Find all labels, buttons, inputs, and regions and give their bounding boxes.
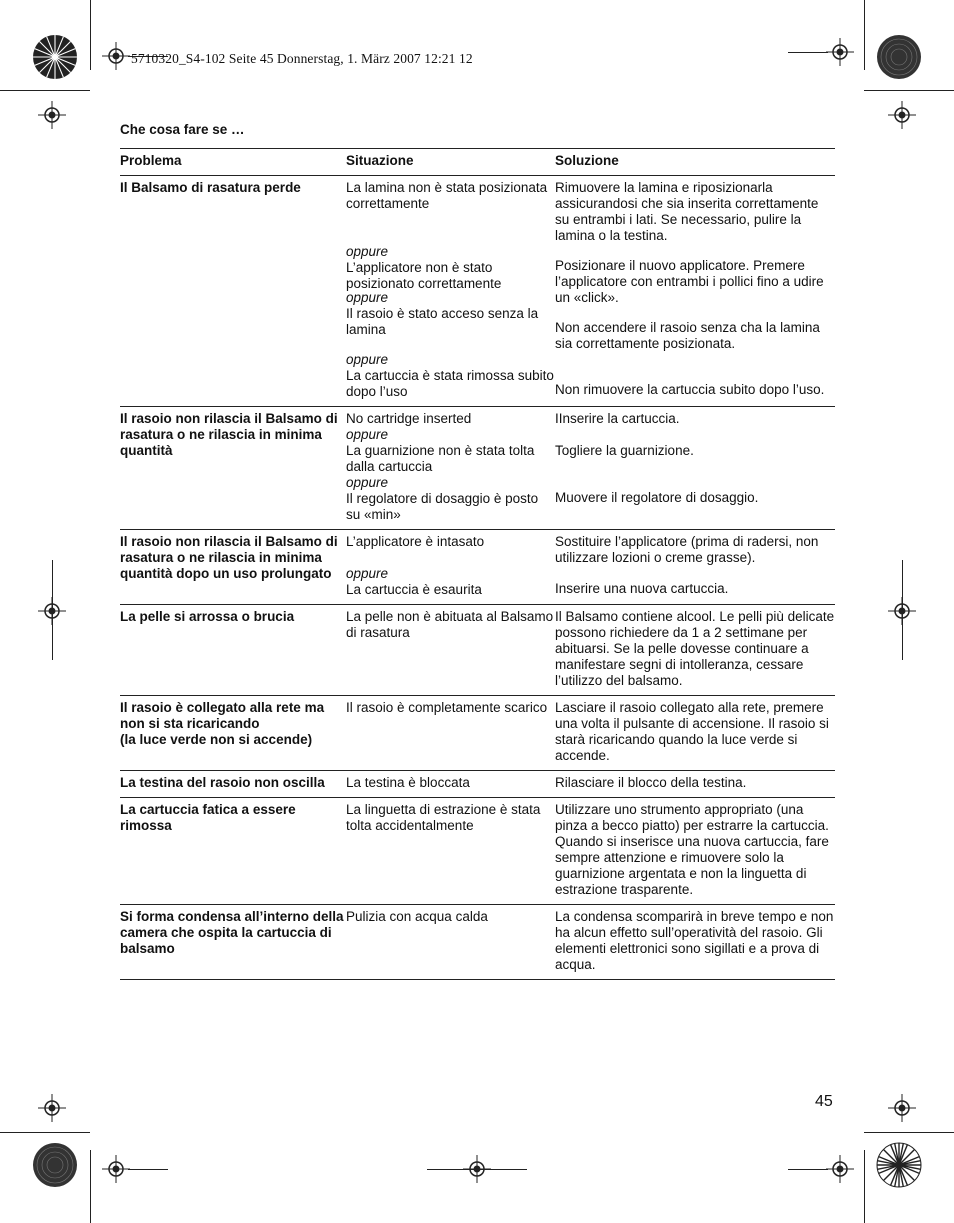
crosshair-mark-icon <box>38 1094 66 1122</box>
problem-cell <box>120 696 346 771</box>
registration-starburst-icon <box>32 34 78 80</box>
solution-cell: Lasciare il rasoio collegato alla rete, premere una volta il pulsante di accensione. Il rasoio si starà ricaricando quando la luce verde si accende. <box>555 696 835 771</box>
problem-cell: Si forma condensa all’interno della camera che ospita la cartuccia di balsamo <box>120 905 346 980</box>
problem-cell: Il rasoio non rilascia il Balsamo di rasatura o ne rilascia in minima quantità dopo un uso prolungato <box>120 530 346 605</box>
oppure-label: oppure <box>346 427 389 442</box>
situation-cell: La testina è bloccata <box>346 771 555 798</box>
column-header-solution: Soluzione <box>555 149 835 176</box>
section-title: Che cosa fare se … <box>120 122 245 137</box>
problem-cell: La cartuccia fatica a essere rimossa <box>120 798 346 905</box>
troubleshooting-table <box>120 148 835 980</box>
crop-line <box>0 90 90 91</box>
situation-cell <box>346 407 555 530</box>
table-row <box>120 176 835 407</box>
oppure-label: oppure <box>346 352 389 367</box>
oppure-label: oppure <box>346 290 389 305</box>
solution-cell <box>555 407 835 530</box>
registration-starburst-icon <box>876 34 922 80</box>
table-row <box>120 771 835 798</box>
problem-cell: La testina del rasoio non oscilla <box>120 771 346 798</box>
crop-line <box>90 1150 91 1223</box>
crosshair-mark-icon <box>888 1094 916 1122</box>
problem-cell: La pelle si arrossa o brucia <box>120 605 346 696</box>
table-header-row <box>120 149 835 176</box>
crosshair-mark-icon <box>38 101 66 129</box>
situation-cell: La linguetta di estrazione è stata tolta accidentalmente <box>346 798 555 905</box>
solution-cell: Utilizzare uno strumento appropriato (una pinza a becco piatto) per estrarre la cartuccia. Quando si inserisce una nuova cartuccia, fare sempre attenzione e rimuovere solo la guarnizione argentata e non la linguetta di estrazione trasparente. <box>555 798 835 905</box>
crop-line <box>427 1169 527 1170</box>
solution-text: Non accendere il rasoio senza cha la lamina sia correttamente posizionata. <box>555 320 820 351</box>
solution-text: Togliere la guarnizione. <box>555 443 694 458</box>
crosshair-mark-icon <box>826 38 854 66</box>
oppure-label: oppure <box>346 244 389 259</box>
registration-starburst-icon <box>32 1142 78 1188</box>
solution-text: Muovere il regolatore di dosaggio. <box>555 490 759 505</box>
crop-line <box>128 1169 168 1170</box>
registration-starburst-icon <box>876 1142 922 1188</box>
problem-cell: Il Balsamo di rasatura perde <box>120 176 346 407</box>
crop-line <box>90 0 91 70</box>
situation-text: La lamina non è stata posizionata correttamente <box>346 180 548 211</box>
situation-text: La guarnizione non è stata tolta dalla cartuccia <box>346 443 535 474</box>
crosshair-mark-icon <box>826 1155 854 1183</box>
crop-line <box>864 1150 865 1223</box>
column-header-situation: Situazione <box>346 149 555 176</box>
solution-cell: La condensa scomparirà in breve tempo e non ha alcun effetto sull’operatività del rasoio. Gli elementi elettronici sono sigillati e a prova di acqua. <box>555 905 835 980</box>
situation-text: Il rasoio è stato acceso senza la lamina <box>346 306 539 337</box>
table-row <box>120 530 835 605</box>
solution-text: IInserire la cartuccia. <box>555 411 680 426</box>
crosshair-mark-icon <box>102 1155 130 1183</box>
crosshair-mark-icon <box>102 42 130 70</box>
situation-cell <box>346 530 555 605</box>
solution-text: Non rimuovere la cartuccia subito dopo l’uso. <box>555 382 825 397</box>
table-row <box>120 605 835 696</box>
crop-line <box>788 52 828 53</box>
crop-line <box>788 1169 828 1170</box>
situation-cell: Pulizia con acqua calda <box>346 905 555 980</box>
column-header-problem: Problema <box>120 149 346 176</box>
table-row <box>120 905 835 980</box>
crop-line <box>864 0 865 70</box>
problem-cell: Il rasoio non rilascia il Balsamo di rasatura o ne rilascia in minima quantità <box>120 407 346 530</box>
table-row <box>120 798 835 905</box>
situation-cell: Il rasoio è completamente scarico <box>346 696 555 771</box>
crop-line <box>902 560 903 660</box>
table-row <box>120 696 835 771</box>
situation-cell: La pelle non è abituata al Balsamo di rasatura <box>346 605 555 696</box>
situation-text: La cartuccia è esaurita <box>346 582 482 597</box>
solution-text: Sostituire l’applicatore (prima di radersi, non utilizzare lozioni o creme grasse). <box>555 534 819 565</box>
solution-cell <box>555 176 835 407</box>
table-row <box>120 407 835 530</box>
solution-text: Rimuovere la lamina e riposizionarla assicurandosi che sia inserita correttamente su entrambi i lati. Se necessario, pulire la lamina o la testina. <box>555 180 819 243</box>
situation-text: Il regolatore di dosaggio è posto su «min» <box>346 491 539 522</box>
situation-text: L’applicatore è intasato <box>346 534 485 549</box>
solution-cell: Rilasciare il blocco della testina. <box>555 771 835 798</box>
crop-line <box>864 90 954 91</box>
situation-text: L’applicatore non è stato posizionato correttamente <box>346 260 502 291</box>
solution-cell: Il Balsamo contiene alcool. Le pelli più delicate possono richiedere da 1 a 2 settimane per abituarsi. Se la pelle dovesse continuare a manifestare segni di intolleranza, cessare l’utilizzo del balsamo. <box>555 605 835 696</box>
crop-line <box>0 1132 90 1133</box>
crosshair-mark-icon <box>888 101 916 129</box>
oppure-label: oppure <box>346 566 389 581</box>
solution-text: Posizionare il nuovo applicatore. Premere l’applicatore con entrambi i pollici fino a udire un «click». <box>555 258 824 305</box>
situation-text: La cartuccia è stata rimossa subito dopo l’uso <box>346 368 554 399</box>
crop-line <box>52 560 53 660</box>
situation-text: No cartridge inserted <box>346 411 472 426</box>
solution-text: Inserire una nuova cartuccia. <box>555 581 729 596</box>
oppure-label: oppure <box>346 475 389 490</box>
solution-cell <box>555 530 835 605</box>
problem-text: Il rasoio è collegato alla rete ma non si sta ricaricando <box>120 700 325 731</box>
print-slug: 5710320_S4-102 Seite 45 Donnerstag, 1. März 2007 12:21 12 <box>131 51 473 66</box>
page-number: 45 <box>815 1093 833 1110</box>
crop-line <box>864 1132 954 1133</box>
problem-note: (la luce verde non si accende) <box>120 732 313 747</box>
situation-cell <box>346 176 555 407</box>
